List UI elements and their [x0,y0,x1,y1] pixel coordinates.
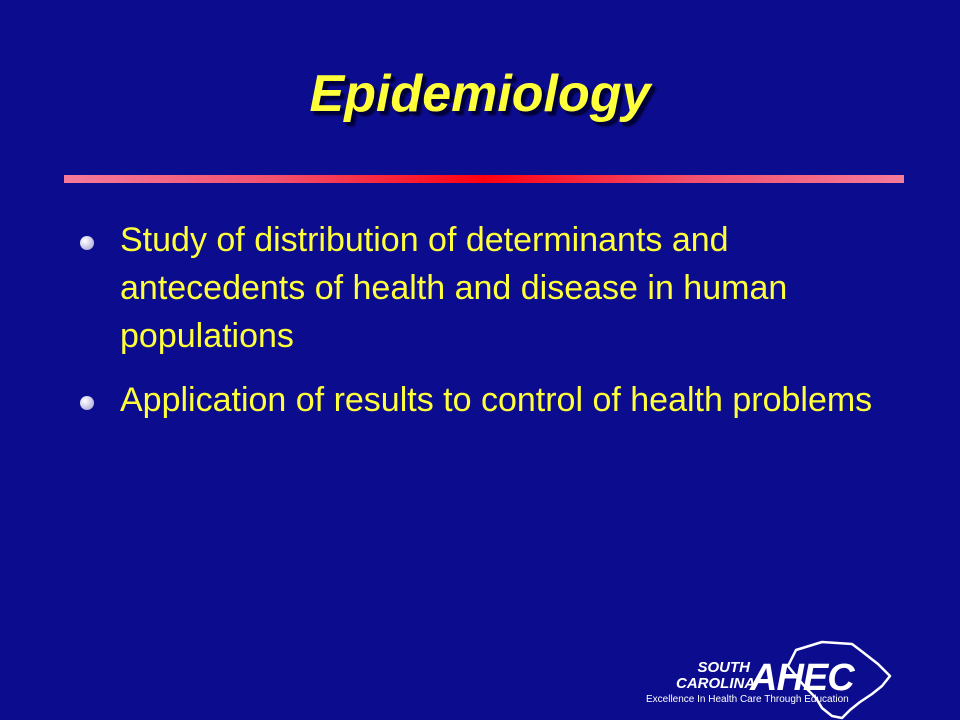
logo-org-name: AHEC [750,657,854,699]
logo-state-line1: SOUTH [697,659,750,676]
slide-title: Epidemiology [309,65,651,123]
logo-state-name [676,659,756,692]
bullet-dot-icon [80,396,94,410]
sc-ahec-logo [646,636,900,720]
bullet-item [80,376,880,424]
bullet-item [80,216,880,360]
title-divider [64,175,904,183]
logo-tagline: Excellence In Health Care Through Education [646,694,849,705]
bullet-dot-icon [80,236,94,250]
bullet-text: Study of distribution of determinants and antecedents of health and disease in human populations [120,221,788,355]
bullet-text: Application of results to control of health problems [120,381,873,419]
logo-state-line2: CAROLINA [676,675,756,692]
bullet-list [80,216,880,440]
